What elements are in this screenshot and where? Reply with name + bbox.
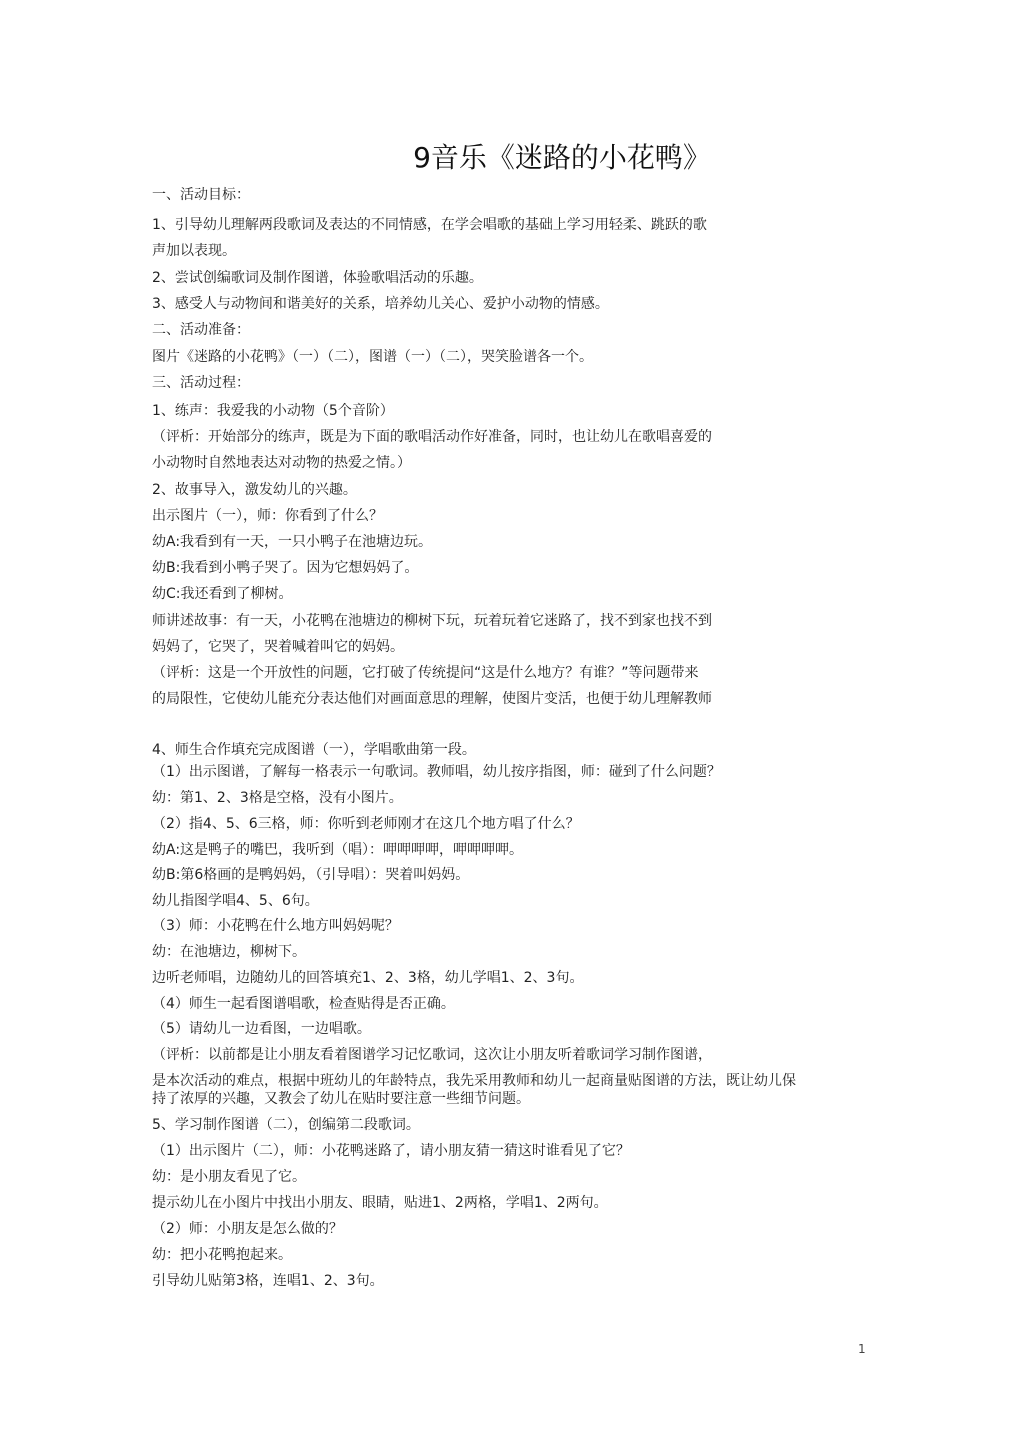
text-line: 小动物时自然地表达对动物的热爱之情。） (152, 455, 411, 471)
text-line: 幼：是小朋友看见了它。 (152, 1169, 306, 1185)
text-line: 幼B:我看到小鸭子哭了。因为它想妈妈了。 (152, 560, 419, 576)
text-line: 幼：第1、2、3格是空格，没有小图片。 (152, 790, 403, 806)
text-line: 师讲述故事：有一天，小花鸭在池塘边的柳树下玩，玩着玩着它迷路了，找不到家也找不到 (152, 613, 712, 629)
text-line: 提示幼儿在小图片中找出小朋友、眼睛，贴进1、2两格，学唱1、2两句。 (152, 1195, 608, 1211)
text-line: 图片《迷路的小花鸭》（一）（二），图谱（一）（二），哭笑脸谱各一个。 (152, 349, 593, 365)
text-line: 1、引导幼儿理解两段歌词及表达的不同情感，在学会唱歌的基础上学习用轻柔、跳跃的歌 (152, 217, 707, 233)
text-line: （1）出示图片（二），师：小花鸭迷路了，请小朋友猜一猜这时谁看见了它？ (152, 1143, 630, 1159)
text-line: 幼A:这是鸭子的嘴巴，我听到（唱）：呷呷呷呷，呷呷呷呷。 (152, 842, 524, 858)
text-line: 持了浓厚的兴趣，又教会了幼儿在贴时要注意一些细节问题。 (152, 1091, 530, 1107)
text-line: 5、学习制作图谱（二），创编第二段歌词。 (152, 1117, 420, 1133)
text-line: （评析：以前都是让小朋友看着图谱学习记忆歌词，这次让小朋友听着歌词学习制作图谱， (152, 1047, 712, 1063)
text-line: （评析：开始部分的练声，既是为下面的歌唱活动作好准备，同时，也让幼儿在歌唱喜爱的 (152, 429, 712, 445)
text-line: 3、感受人与动物间和谐美好的关系，培养幼儿关心、爱护小动物的情感。 (152, 296, 609, 312)
text-line: （2）师：小朋友是怎么做的？ (152, 1221, 343, 1237)
text-line: 二、活动准备： (152, 322, 250, 338)
text-line: 幼A:我看到有一天，一只小鸭子在池塘边玩。 (152, 534, 433, 550)
text-line: （1）出示图谱，了解每一格表示一句歌词。教师唱，幼儿按序指图，师：碰到了什么问题？ (152, 764, 721, 780)
text-line: 出示图片（一），师：你看到了什么？ (152, 508, 383, 524)
text-line: 三、活动过程： (152, 375, 250, 391)
text-line: 幼B:第6格画的是鸭妈妈，（引导唱）：哭着叫妈妈。 (152, 867, 470, 883)
text-line: 幼C:我还看到了柳树。 (152, 586, 293, 602)
text-line: （3）师：小花鸭在什么地方叫妈妈呢？ (152, 918, 399, 934)
text-line: 4、师生合作填充完成图谱（一），学唱歌曲第一段。 (152, 742, 476, 758)
text-line: （5）请幼儿一边看图，一边唱歌。 (152, 1021, 371, 1037)
text-line: 引导幼儿贴第3格，连唱1、2、3句。 (152, 1273, 384, 1289)
text-line: 妈妈了，它哭了，哭着喊着叫它的妈妈。 (152, 639, 404, 655)
text-line: 2、尝试创编歌词及制作图谱，体验歌唱活动的乐趣。 (152, 270, 483, 286)
page-number: 1 (858, 1342, 866, 1356)
text-line: 幼：把小花鸭抱起来。 (152, 1247, 292, 1263)
text-line: 一、活动目标： (152, 187, 250, 203)
text-line: 是本次活动的难点，根据中班幼儿的年龄特点，我先采用教师和幼儿一起商量贴图谱的方法，既让幼儿保 (152, 1073, 796, 1089)
text-line: 幼：在池塘边，柳树下。 (152, 944, 306, 960)
text-line: 边听老师唱，边随幼儿的回答填充1、2、3格，幼儿学唱1、2、3句。 (152, 970, 584, 986)
text-line: （2）指4、5、6三格，师：你听到老师刚才在这几个地方唱了什么？ (152, 816, 580, 832)
text-line: 的局限性，它使幼儿能充分表达他们对画面意思的理解，使图片变活，也便于幼儿理解教师 (152, 691, 712, 707)
text-line: （4）师生一起看图谱唱歌，检查贴得是否正确。 (152, 996, 455, 1012)
text-line: 1、练声：我爱我的小动物（5个音阶） (152, 403, 394, 419)
text-line: 幼儿指图学唱4、5、6句。 (152, 893, 319, 909)
document-title: 9音乐《迷路的小花鸭》 (413, 141, 711, 174)
text-line: 2、故事导入，激发幼儿的兴趣。 (152, 482, 357, 498)
text-line: （评析：这是一个开放性的问题，它打破了传统提问“这是什么地方？有谁？”等问题带来 (152, 665, 699, 681)
text-line: 声加以表现。 (152, 243, 236, 259)
